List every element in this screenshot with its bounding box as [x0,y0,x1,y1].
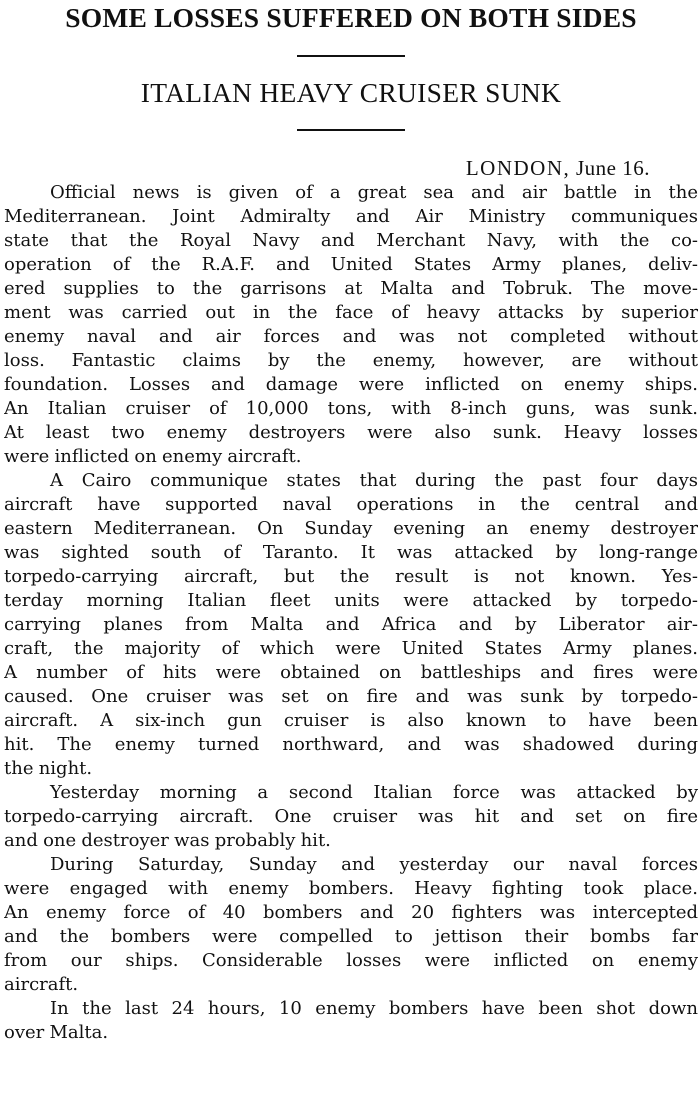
paragraph-line: hit. The enemy turned northward, and was shadowed during [4,734,698,755]
paragraph-line: torpedo-carrying aircraft. One cruiser was hit and set on fire [4,806,698,827]
paragraph-line: eastern Mediterranean. On Sunday evening an enemy destroyer [4,518,698,539]
article-paragraph [4,997,698,1045]
dateline-city: LONDON, [465,156,571,180]
paragraph-line: Yesterday morning a second Italian force was attacked by [50,782,698,803]
paragraph-line: state that the Royal Navy and Merchant Navy, with the co- [4,230,698,251]
paragraph-line: Mediterranean. Joint Admiralty and Air Ministry communiques [4,206,698,227]
paragraph-line: A Cairo communique states that during the past four days [50,470,698,491]
paragraph-line: During Saturday, Sunday and yesterday our naval forces [50,854,698,875]
paragraph-line: and the bombers were compelled to jettison their bombs far [4,926,698,947]
paragraph-line: Official news is given of a great sea and air battle in the [50,182,698,203]
paragraph-line: A number of hits were obtained on battleships and fires were [4,662,698,683]
dateline-date: June 16. [576,156,650,180]
paragraph-line: and one destroyer was probably hit. [4,830,331,851]
paragraph-line: foundation. Losses and damage were inflicted on enemy ships. [4,374,698,395]
paragraph-line: carrying planes from Malta and Africa and by Liberator air- [4,614,698,635]
paragraph-line: In the last 24 hours, 10 enemy bombers have been shot down [50,998,698,1019]
paragraph-line: was sighted south of Taranto. It was attacked by long-range [4,542,698,563]
paragraph-line: from our ships. Considerable losses were inflicted on enemy [4,950,698,971]
article-paragraph [4,181,698,469]
paragraph-line: enemy naval and air forces and was not completed without [4,326,698,347]
paragraph-line: were inflicted on enemy aircraft. [4,446,302,467]
paragraph-line: operation of the R.A.F. and United States Army planes, deliv- [4,254,698,275]
paragraph-line: torpedo-carrying aircraft, but the result is not known. Yes- [4,566,698,587]
paragraph-line: the night. [4,758,93,779]
subheadline-divider [297,129,405,131]
paragraph-line: terday morning Italian fleet units were attacked by torpedo- [4,590,698,611]
paragraph-line: aircraft. A six-inch gun cruiser is also known to have been [4,710,698,731]
paragraph-line: ered supplies to the garrisons at Malta and Tobruk. The move- [4,278,698,299]
article-body [4,181,698,1045]
article-paragraph [4,853,698,997]
dateline [4,155,698,181]
article-paragraph [4,781,698,853]
paragraph-line: An Italian cruiser of 10,000 tons, with 8-inch guns, was sunk. [4,398,698,419]
paragraph-line: aircraft have supported naval operations in the central and [4,494,698,515]
paragraph-line: craft, the majority of which were United States Army planes. [4,638,698,659]
headline-divider [297,55,405,57]
article-paragraph [4,469,698,781]
article-subheadline: ITALIAN HEAVY CRUISER SUNK [140,77,562,108]
paragraph-line: were engaged with enemy bombers. Heavy fighting took place. [4,878,698,899]
paragraph-line: aircraft. [4,974,79,995]
paragraph-line: loss. Fantastic claims by the enemy, however, are without [4,350,698,371]
paragraph-line: caused. One cruiser was set on fire and was sunk by torpedo- [4,686,698,707]
paragraph-line: ment was carried out in the face of heavy attacks by superior [4,302,698,323]
paragraph-line: over Malta. [4,1022,109,1043]
paragraph-line: At least two enemy destroyers were also sunk. Heavy losses [4,422,698,443]
paragraph-line: An enemy force of 40 bombers and 20 fighters was intercepted [4,902,698,923]
article-headline: SOME LOSSES SUFFERED ON BOTH SIDES [65,2,637,33]
